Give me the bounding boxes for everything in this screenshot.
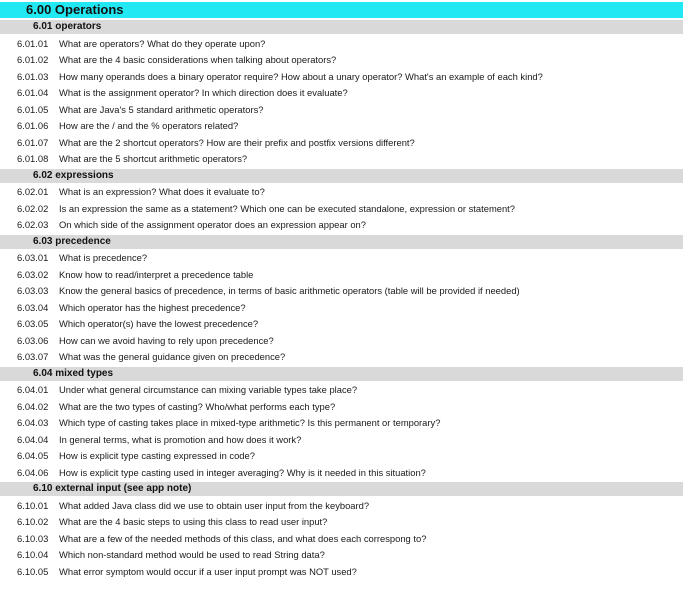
question-row — [0, 119, 683, 133]
question-text: Is an expression the same as a statement? Which one can be executed standalone, expression or statement? — [59, 202, 515, 214]
page-title: 6.00 Operations — [0, 2, 683, 18]
question-row — [0, 251, 683, 265]
question-code: 6.10.02 — [17, 516, 49, 527]
question-text: Which operator(s) have the lowest precedence? — [59, 318, 259, 329]
question-text: What are the two types of casting? Who/what performs each type? — [59, 400, 336, 412]
question-code: 6.03.07 — [17, 351, 49, 362]
question-code: 6.03.05 — [17, 318, 49, 329]
question-code: 6.03.01 — [17, 252, 49, 263]
question-row — [0, 548, 683, 562]
question-row — [0, 334, 683, 348]
question-text: What are the 4 basic steps to using this class to read user input? — [59, 516, 328, 527]
question-text: What is precedence? — [59, 252, 148, 263]
question-text: Know the general basics of precedence, in terms of basic arithmetic operators (table will be provided if needed) — [59, 285, 520, 296]
question-code: 6.01.05 — [17, 103, 49, 115]
question-text: How are the / and the % operators related? — [59, 120, 239, 131]
question-code: 6.01.02 — [17, 54, 49, 65]
question-row — [0, 400, 683, 414]
section-header-expressions: 6.02 expressions — [0, 169, 683, 183]
question-code: 6.10.01 — [17, 499, 49, 511]
question-code: 6.03.06 — [17, 334, 49, 346]
question-row — [0, 70, 683, 84]
question-code: 6.10.04 — [17, 549, 49, 560]
question-text: What is an expression? What does it evaluate to? — [59, 186, 265, 197]
question-text: What is the assignment operator? In which direction does it evaluate? — [59, 87, 348, 98]
question-code: 6.01.07 — [17, 136, 49, 148]
question-code: 6.10.03 — [17, 532, 49, 544]
question-text: How many operands does a binary operator require? How about a unary operator? What's an example of each kind? — [59, 70, 543, 82]
question-text: What error symptom would occur if a user input prompt was NOT used? — [59, 565, 357, 577]
question-code: 6.02.01 — [17, 186, 49, 197]
question-code: 6.04.05 — [17, 450, 49, 461]
question-row — [0, 449, 683, 463]
section-header-precedence: 6.03 precedence — [0, 235, 683, 249]
question-row — [0, 202, 683, 216]
question-text: Under what general circumstance can mixing variable types take place? — [59, 384, 358, 395]
question-code: 6.04.03 — [17, 417, 49, 428]
section-header-mixed-types: 6.04 mixed types — [0, 367, 683, 381]
question-text: How is explicit type casting used in integer averaging? Why is it needed in this situation? — [59, 466, 426, 478]
question-text: How is explicit type casting expressed in code? — [59, 450, 255, 461]
question-row — [0, 499, 683, 513]
question-text: What are operators? What do they operate upon? — [59, 37, 266, 49]
question-text: Know how to read/interpret a precedence table — [59, 268, 254, 280]
question-code: 6.04.02 — [17, 400, 49, 412]
question-code: 6.01.03 — [17, 70, 49, 82]
question-text: Which operator has the highest precedence? — [59, 301, 246, 313]
question-code: 6.04.06 — [17, 466, 49, 478]
question-row — [0, 37, 683, 51]
question-code: 6.01.08 — [17, 153, 49, 164]
question-text: In general terms, what is promotion and how does it work? — [59, 433, 302, 445]
question-row — [0, 86, 683, 100]
question-text: Which non-standard method would be used to read String data? — [59, 549, 325, 560]
question-code: 6.02.03 — [17, 219, 49, 230]
question-code: 6.04.04 — [17, 433, 49, 445]
question-row — [0, 103, 683, 117]
question-text: Which type of casting takes place in mixed-type arithmetic? Is this permanent or temporary? — [59, 417, 441, 428]
question-row — [0, 53, 683, 67]
question-code: 6.03.03 — [17, 285, 49, 296]
question-code: 6.01.04 — [17, 87, 49, 98]
question-row — [0, 565, 683, 579]
question-row — [0, 350, 683, 364]
question-row — [0, 317, 683, 331]
section-header-external-input: 6.10 external input (see app note) — [0, 482, 683, 496]
question-row — [0, 466, 683, 480]
question-row — [0, 433, 683, 447]
question-row — [0, 268, 683, 282]
question-row — [0, 136, 683, 150]
question-row — [0, 185, 683, 199]
question-text: What are Java's 5 standard arithmetic operators? — [59, 103, 264, 115]
question-row — [0, 284, 683, 298]
question-row — [0, 515, 683, 529]
question-code: 6.02.02 — [17, 202, 49, 214]
question-row — [0, 218, 683, 232]
question-text: What are the 4 basic considerations when talking about operators? — [59, 54, 337, 65]
question-text: What added Java class did we use to obtain user input from the keyboard? — [59, 499, 370, 511]
question-text: What was the general guidance given on precedence? — [59, 351, 286, 362]
question-row — [0, 152, 683, 166]
question-code: 6.10.05 — [17, 565, 49, 577]
question-code: 6.01.01 — [17, 37, 49, 49]
question-code: 6.01.06 — [17, 120, 49, 131]
question-text: What are the 2 shortcut operators? How are their prefix and postfix versions different? — [59, 136, 415, 148]
question-row — [0, 416, 683, 430]
question-text: On which side of the assignment operator does an expression appear on? — [59, 219, 366, 230]
question-row — [0, 532, 683, 546]
question-text: What are the 5 shortcut arithmetic operators? — [59, 153, 248, 164]
question-code: 6.04.01 — [17, 384, 49, 395]
question-code: 6.03.02 — [17, 268, 49, 280]
question-text: What are a few of the needed methods of this class, and what does each correspong to? — [59, 532, 427, 544]
question-row — [0, 301, 683, 315]
section-header-operators: 6.01 operators — [0, 20, 683, 34]
question-text: How can we avoid having to rely upon precedence? — [59, 334, 274, 346]
question-row — [0, 383, 683, 397]
question-code: 6.03.04 — [17, 301, 49, 313]
